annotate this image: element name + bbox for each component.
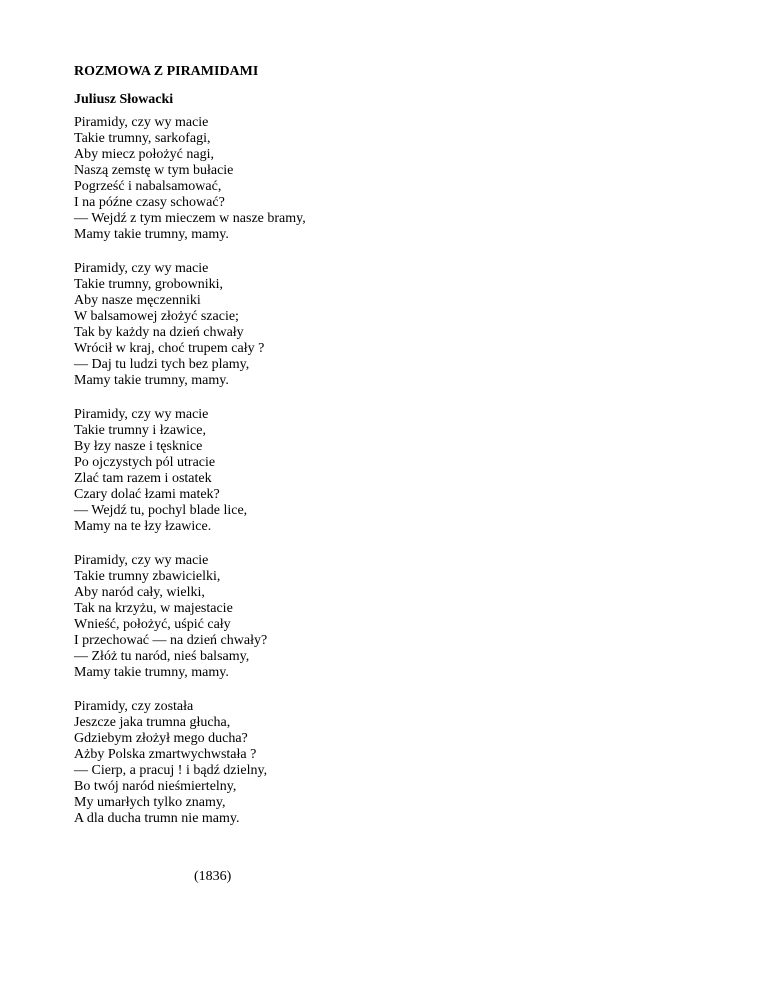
verse-line: Piramidy, czy wy macie (74, 261, 209, 276)
stanza-2 (74, 261, 306, 389)
verse-line: Wnieść, położyć, uśpić cały (74, 617, 231, 632)
verse-line: — Daj tu ludzi tych bez plamy, (74, 357, 250, 372)
verse-line: Mamy takie trumny, mamy. (74, 665, 229, 680)
verse-line: Takie trumny i łzawice, (74, 423, 206, 438)
verse-line: Tak by każdy na dzień chwały (74, 325, 244, 340)
verse-line: Takie trumny, grobowniki, (74, 277, 223, 292)
poem-body (74, 115, 306, 845)
verse-line: Gdziebym złożył mego ducha? (74, 731, 248, 746)
verse-line: Aby naród cały, wielki, (74, 585, 205, 600)
stanza-5 (74, 699, 306, 827)
stanza-3 (74, 407, 306, 535)
verse-line: Aby nasze męczenniki (74, 293, 201, 308)
verse-line: Piramidy, czy wy macie (74, 553, 209, 568)
verse-line: By łzy nasze i tęsknice (74, 439, 203, 454)
verse-line: I przechować — na dzień chwały? (74, 633, 268, 648)
verse-line: Tak na krzyżu, w majestacie (74, 601, 233, 616)
verse-line: Bo twój naród nieśmiertelny, (74, 779, 237, 794)
poem-year: (1836) (194, 869, 232, 884)
verse-line: W balsamowej złożyć szacie; (74, 309, 239, 324)
verse-line: Mamy takie trumny, mamy. (74, 227, 229, 242)
stanza-1 (74, 115, 306, 243)
verse-line: Aby miecz położyć nagi, (74, 147, 214, 162)
verse-line: Czary dolać łzami matek? (74, 487, 220, 502)
verse-line: My umarłych tylko znamy, (74, 795, 226, 810)
verse-line: A dla ducha trumn nie mamy. (74, 811, 240, 826)
verse-line: Ażby Polska zmartwychwstała ? (74, 747, 257, 762)
verse-line: — Cierp, a pracuj ! i bądź dzielny, (74, 763, 268, 778)
verse-line: Takie trumny, sarkofagi, (74, 131, 211, 146)
verse-line: Wrócił w kraj, choć trupem cały ? (74, 341, 265, 356)
verse-line: — Wejdź tu, pochyl blade lice, (74, 503, 248, 518)
verse-line: Takie trumny zbawicielki, (74, 569, 221, 584)
verse-line: Naszą zemstę w tym bułacie (74, 163, 234, 178)
verse-line: Mamy takie trumny, mamy. (74, 373, 229, 388)
verse-line: Mamy na te łzy łzawice. (74, 519, 212, 534)
verse-line: Piramidy, czy wy macie (74, 407, 209, 422)
verse-line: I na późne czasy schować? (74, 195, 225, 210)
poem-title: ROZMOWA Z PIRAMIDAMI (74, 64, 259, 79)
verse-line: Jeszcze jaka trumna głucha, (74, 715, 231, 730)
verse-line: Piramidy, czy wy macie (74, 115, 209, 130)
verse-line: — Złóż tu naród, nieś balsamy, (74, 649, 250, 664)
verse-line: Zlać tam razem i ostatek (74, 471, 212, 486)
verse-line: — Wejdź z tym mieczem w nasze bramy, (74, 211, 306, 226)
poem-author: Juliusz Słowacki (74, 92, 174, 107)
stanza-4 (74, 553, 306, 681)
verse-line: Pogrześć i nabalsamować, (74, 179, 222, 194)
verse-line: Piramidy, czy została (74, 699, 194, 714)
verse-line: Po ojczystych pól utracie (74, 455, 216, 470)
